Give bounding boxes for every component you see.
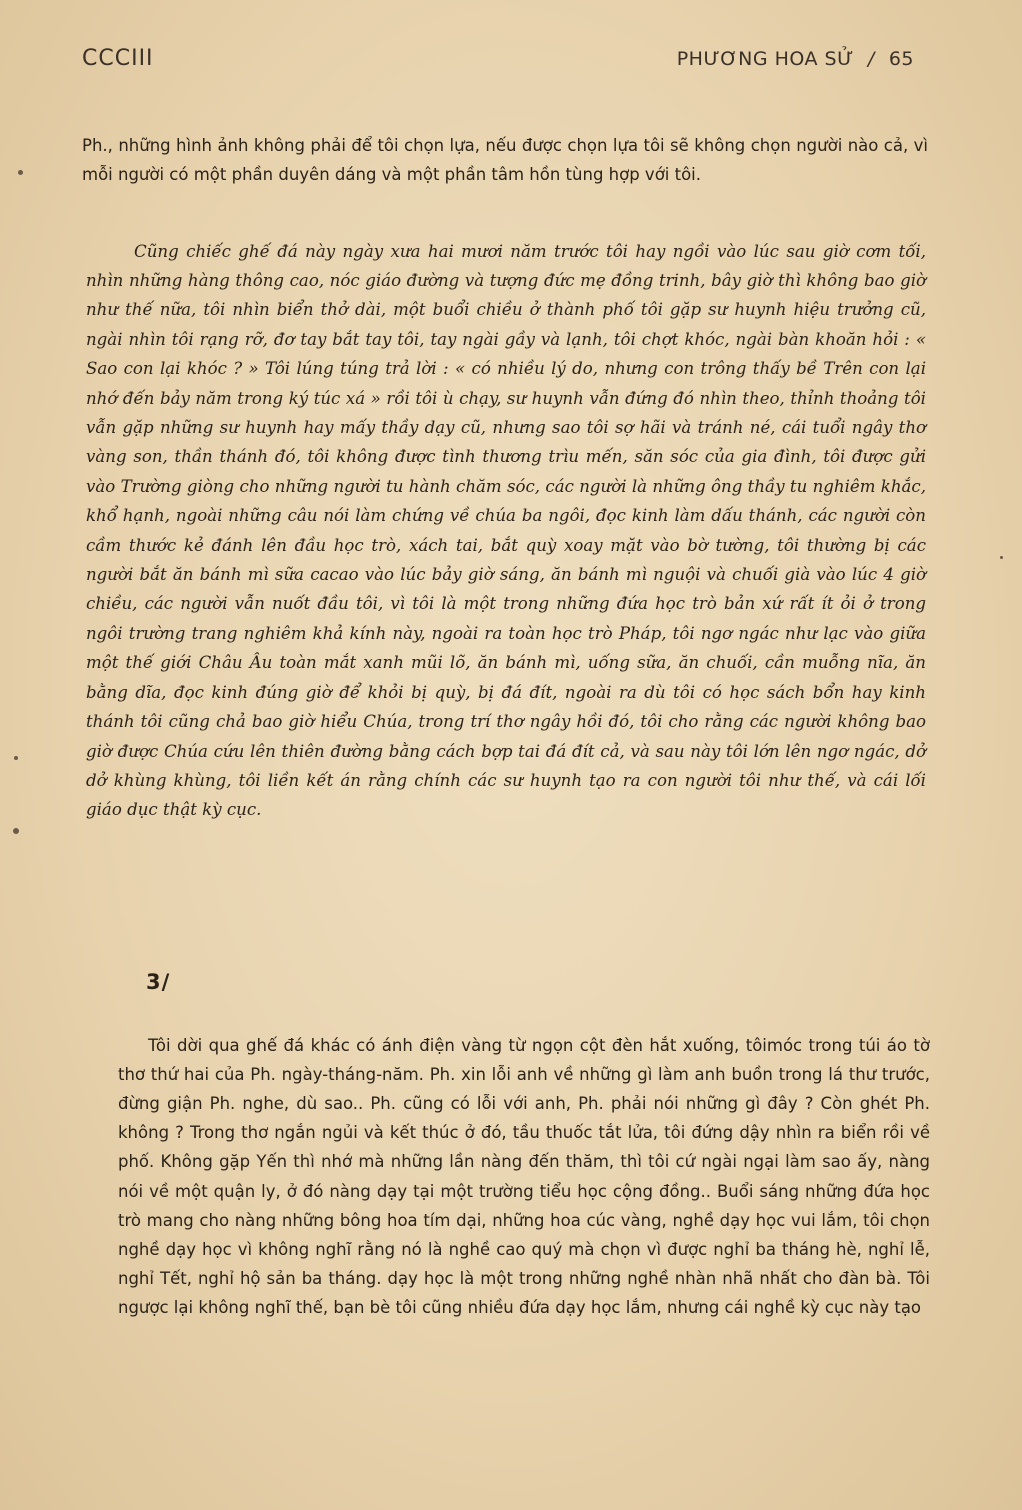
section-number: 3/ [146, 970, 171, 994]
page-number: 65 [888, 48, 914, 70]
paragraph-1: Ph., những hình ảnh không phải để tôi chọn lựa, nếu được chọn lựa tôi sẽ không chọn người nào cả, vì mỗi người có một phần duyên dáng và một phần tâm hồn tùng hợp với tôi. [82, 135, 928, 184]
paper-spot [13, 828, 19, 834]
paragraph-2-italic: Cũng chiếc ghế đá này ngày xưa hai mươi năm trước tôi hay ngồi vào lúc sau giờ cơm tối, nhìn những hàng thông cao, nóc giáo đường và tượng đức mẹ đồng trinh, bây giờ thì không bao giờ như thế nữa, tôi nhìn biển thở dài, một buổi chiều ở thành phố tôi gặp sư huynh hiệu trưởng cũ, ngài nhìn tôi rạng rỡ, đơ tay bắt tay tôi, tay ngài gầy và lạnh, tôi chợt khóc, ngài bàn khoăn hỏi : « Sao con lại khóc ? » Tôi lúng túng trả lời : « có nhiều lý do, nhưng con trông thấy bề Trên con lại nhớ đến bảy năm trong ký túc xá » rồi tôi ù chạy, sư huynh vẫn đứng đó nhìn theo, thỉnh thoảng tôi vẫn gặp những sư huynh hay mấy thầy dạy cũ, nhưng sao tôi sợ hãi và tránh né, cái tuổi ngây thơ vàng son, thần thánh đó, tôi không được tình thương trìu mến, săn sóc của gia đình, tôi được gửi vào Trường giòng cho những người tu hành chăm sóc, các người là những ông thầy tu nghiêm khắc, khổ hạnh, ngoài những câu nói làm chứng về chúa ba ngôi, đọc kinh làm dấu thánh, các người còn cầm thước kẻ đánh lên đầu học trò, xách tai, bắt quỳ xoay mặt vào bờ tường, tôi thường bị các người bắt ăn bánh mì sữa cacao vào lúc bảy giờ sáng, ăn bánh mì nguội và chuối già vào lúc 4 giờ chiều, các người vẫn nuốt đầu tôi, vì tôi là một trong những đứa học trò bản xứ rất ít ỏi ở trong ngôi trường trang nghiêm khả kính này, ngoài ra toàn học trò Pháp, tôi ngơ ngác như lạc vào giữa một thế giới Châu Âu toàn mắt xanh mũi lõ, ăn bánh mì, uống sữa, ăn chuối, cần muỗng nĩa, ăn bằng dĩa, đọc kinh đúng giờ để khỏi bị quỳ, bị đá đít, ngoài ra dù tôi có học sách bổn hay kinh thánh tôi cũng chả bao giờ hiểu Chúa, trong trí thơ ngây hồi đó, tôi cho rằng các người không bao giờ được Chúa cứu lên thiên đường bằng cách bợp tai đá đít cả, và sau này tôi lớn lên ngơ ngác, dở dở khùng khùng, tôi liền kết án rằng chính các sư huynh tạo ra con người tôi như thế, và cái lối giáo dục thật kỳ cục. [86, 241, 926, 820]
header-separator: / [867, 48, 875, 70]
paragraph-3: Tôi dời qua ghế đá khác có ánh điện vàng từ ngọn cột đèn hắt xuống, tôimóc trong túi áo tờ thơ thứ hai của Ph. ngày-tháng-năm. Ph. xin lỗi anh về những gì làm anh buồn trong lá thư trước, đừng giận Ph. nghe, dù sao.. Ph. cũng có lỗi với anh, Ph. phải nói những gì đây ? Còn ghét Ph. không ? Trong thơ ngắn ngủi và kết thúc ở đó, tầu thuốc tắt lửa, tôi đứng dậy nhìn ra biển rồi về phố. Không gặp Yến thì nhớ mà những lần nàng đến thăm, thì tôi cứ ngài ngại làm sao ấy, nàng nói về một quận ly, ở đó nàng dạy tại một trường tiểu học cộng đồng.. Buổi sáng những đứa học trò mang cho nàng những bông hoa tím dại, những hoa cúc vàng, nghề dạy học vui lắm, tôi chọn nghề dạy học vì không nghĩ rằng nó là nghề cao quý mà chọn vì được nghỉ ba tháng hè, nghỉ lễ, nghỉ Tết, nghỉ hộ sản ba tháng. dạy học là một trong những nghề nhàn nhã nhất cho đàn bà. Tôi ngược lại không nghĩ thế, bạn bè tôi cũng nhiều đứa dạy học lắm, nhưng cái nghề kỳ cục này tạo [118, 1035, 930, 1318]
paper-spot [18, 170, 23, 175]
page-header [82, 46, 914, 71]
running-head-right-group [677, 48, 914, 70]
running-head-title: PHƯƠNG HOA SỬ [676, 48, 854, 70]
paper-spot [14, 756, 18, 760]
running-head-left: CCCIII [82, 46, 154, 71]
paper-spot [1000, 556, 1003, 559]
